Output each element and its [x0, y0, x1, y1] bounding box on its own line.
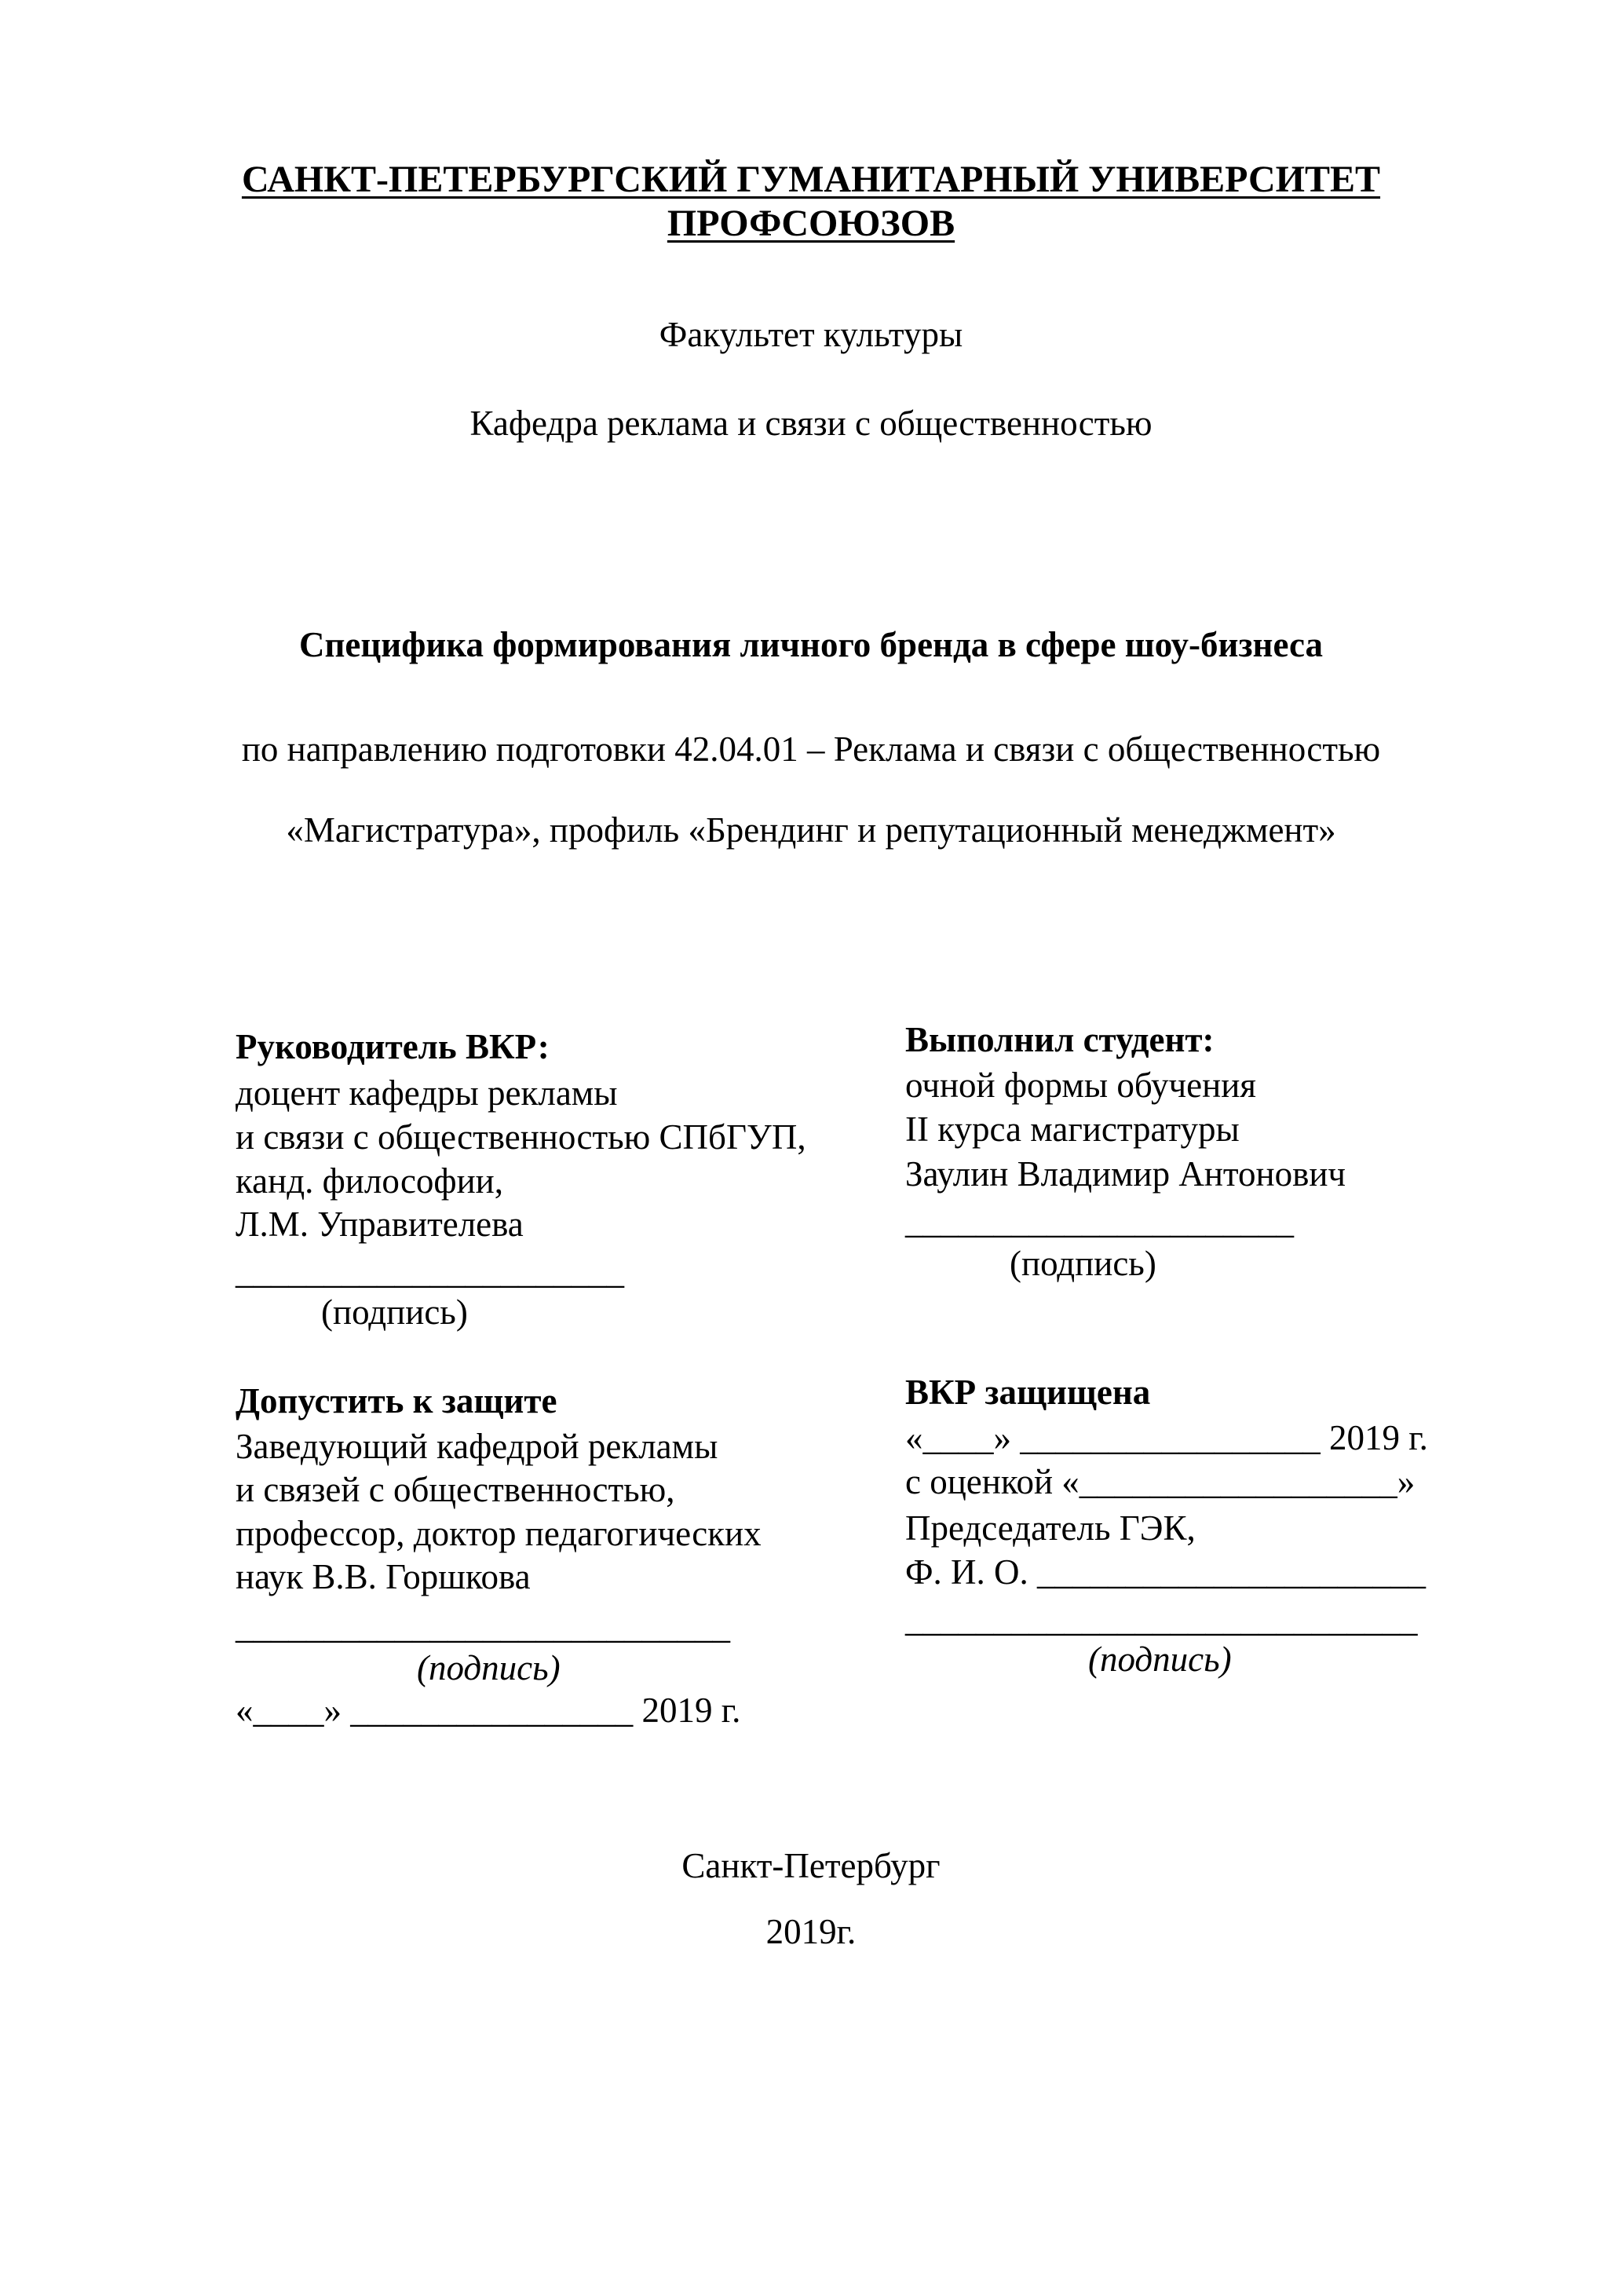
- department: Кафедра реклама и связи с общественностью: [469, 404, 1153, 443]
- thesis-title: Специфика формирования личного бренда в сфере шоу-бизнеса: [298, 625, 1324, 664]
- faculty: Факультет культуры: [659, 315, 963, 354]
- admission-signature-label: (подпись): [417, 1648, 561, 1687]
- thesis-direction: по направлению подготовки 42.04.01 – Реклама и связи с общественностью: [241, 729, 1381, 769]
- student-signature-line: ______________________: [905, 1201, 1294, 1241]
- admission-name: наук В.В. Горшкова: [236, 1557, 531, 1596]
- university-name-line2: ПРОФСОЮЗОВ: [667, 203, 955, 244]
- footer-year: 2019г.: [765, 1912, 857, 1951]
- admission-line: профессор, доктор педагогических: [236, 1514, 762, 1553]
- admission-signature-line: ____________________________: [236, 1607, 730, 1646]
- student-signature-label: (подпись): [1010, 1244, 1156, 1283]
- admission-heading: Допустить к защите: [236, 1381, 557, 1420]
- supervisor-signature-line: ______________________: [236, 1252, 624, 1291]
- admission-line: и связей с общественностью,: [236, 1470, 675, 1509]
- supervisor-line: канд. философии,: [236, 1161, 503, 1201]
- supervisor-signature-label: (подпись): [321, 1292, 468, 1332]
- student-line: очной формы обучения: [905, 1066, 1256, 1105]
- supervisor-line: и связи с общественностью СПбГУП,: [236, 1117, 806, 1157]
- student-name: Заулин Владимир Антонович: [905, 1154, 1346, 1194]
- admission-date: «____» ________________ 2019 г.: [236, 1691, 741, 1730]
- defense-heading: ВКР защищена: [905, 1373, 1151, 1412]
- defense-grade: с оценкой «__________________»: [905, 1462, 1416, 1501]
- defense-date: «____» _________________ 2019 г.: [905, 1418, 1428, 1457]
- admission-line: Заведующий кафедрой рекламы: [236, 1427, 718, 1466]
- student-heading: Выполнил студент:: [905, 1020, 1215, 1059]
- defense-fio: Ф. И. О. ______________________: [905, 1552, 1427, 1592]
- supervisor-heading: Руководитель ВКР:: [236, 1027, 550, 1066]
- footer-city: Санкт-Петербург: [681, 1846, 941, 1885]
- defense-signature-line: _____________________________: [905, 1600, 1418, 1639]
- university-name-line1: САНКТ-ПЕТЕРБУРГСКИЙ ГУМАНИТАРНЫЙ УНИВЕРСИТЕТ: [241, 159, 1381, 200]
- defense-signature-label: (подпись): [1088, 1640, 1232, 1679]
- supervisor-name: Л.М. Управителева: [236, 1205, 524, 1244]
- supervisor-line: доцент кафедры рекламы: [236, 1073, 618, 1113]
- defense-chair: Председатель ГЭК,: [905, 1508, 1196, 1548]
- student-line: II курса магистратуры: [905, 1110, 1240, 1149]
- thesis-profile: «Магистратура», профиль «Брендинг и репутационный менеджмент»: [286, 810, 1336, 850]
